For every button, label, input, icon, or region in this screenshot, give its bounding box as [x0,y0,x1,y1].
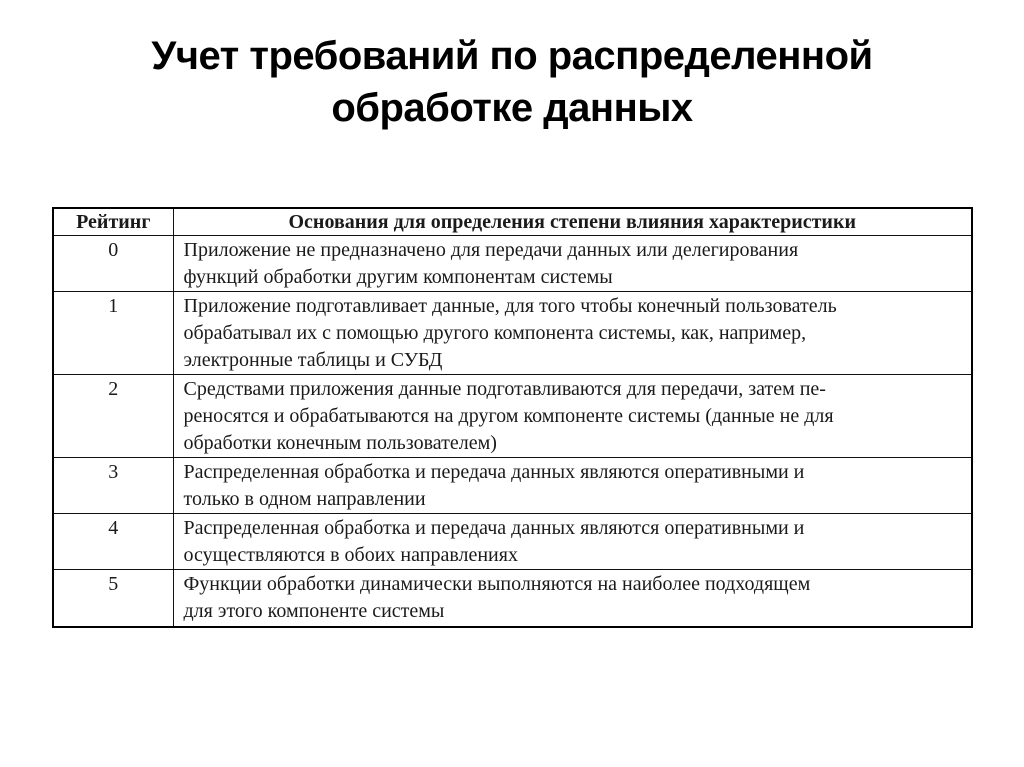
description-cell [173,514,972,570]
description-cell [173,458,972,514]
table-row [53,375,972,458]
slide-title-line-1: Учет требований по распределенной [151,34,873,78]
description-line: обработки конечным пользователем) [183,432,497,454]
table-header-row [53,208,972,236]
description-line: функций обработки другим компонентам системы [183,266,613,288]
header-rating: Рейтинг [53,208,173,236]
rating-cell: 4 [53,514,173,570]
table-row [53,236,972,292]
description-line: Функции обработки динамически выполняются на наиболее подходящем [183,573,811,595]
rating-cell: 5 [53,570,173,628]
description-line: электронные таблицы и СУБД [183,349,443,371]
description-line: Приложение не предназначено для передачи данных или делегирования [183,239,799,261]
slide-title [0,30,1024,134]
description-line: для этого компоненте системы [183,600,445,622]
description-cell [173,375,972,458]
rating-cell: 1 [53,292,173,375]
ratings-table-container [52,207,971,628]
description-cell [173,570,972,628]
table-row [53,292,972,375]
description-cell [173,236,972,292]
description-line: обрабатывал их с помощью другого компонента системы, как, например, [183,322,807,344]
table-row [53,570,972,628]
description-line: реносятся и обрабатываются на другом компоненте системы (данные не для [183,405,834,427]
description-cell [173,292,972,375]
description-line: Средствами приложения данные подготавливаются для передачи, затем пе- [183,378,826,400]
ratings-table [52,207,973,628]
rating-cell: 2 [53,375,173,458]
rating-cell: 3 [53,458,173,514]
table-row [53,458,972,514]
description-line: только в одном направлении [183,488,426,510]
header-description: Основания для определения степени влияния характеристики [173,208,972,236]
table-row [53,514,972,570]
rating-cell: 0 [53,236,173,292]
slide-title-line-2: обработке данных [331,86,693,130]
description-line: Приложение подготавливает данные, для того чтобы конечный пользователь [183,295,837,317]
description-line: осуществляются в обоих направлениях [183,544,518,566]
description-line: Распределенная обработка и передача данных являются оперативными и [183,517,805,539]
description-line: Распределенная обработка и передача данных являются оперативными и [183,461,805,483]
